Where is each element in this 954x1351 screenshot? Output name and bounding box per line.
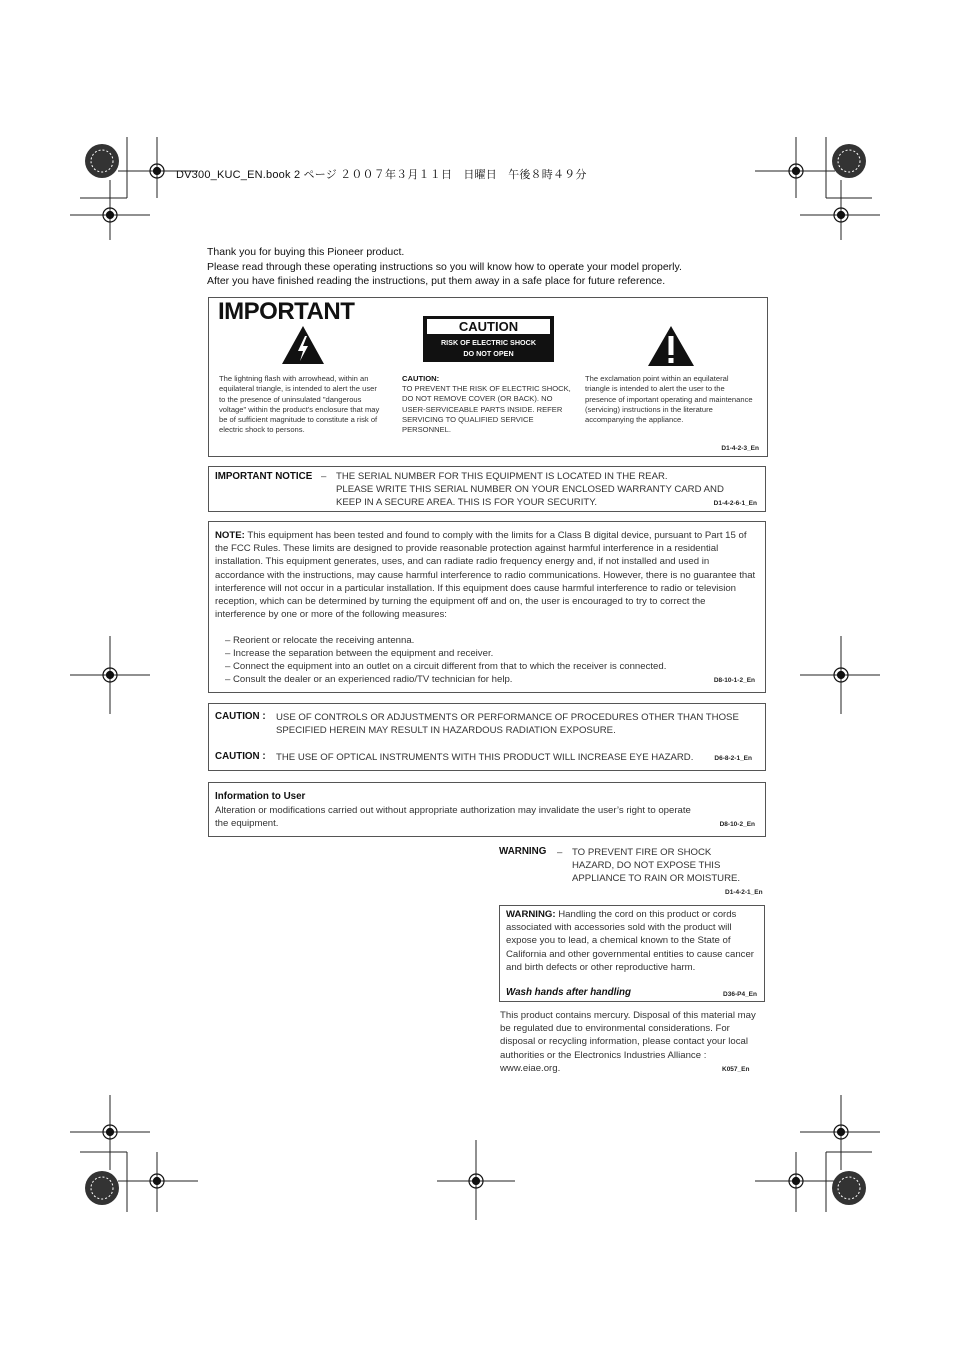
lightning-explanation: The lightning flash with arrowhead, within an equilateral triangle, is intended to alert the user to the presence of uninsulated "dangerous voltage" within the product's enclosure that may be of sufficient magnitude to constitute a risk of electric shock to persons. (219, 374, 380, 435)
warning-lead-label: WARNING: (506, 909, 556, 920)
warning-fire-dash: – (557, 847, 563, 858)
warning-fire-line-2: HAZARD, DO NOT EXPOSE THIS (572, 860, 721, 871)
warning-fire-code: D1-4-2-1_En (725, 889, 763, 896)
notice-line-3: KEEP IN A SECURE AREA. THIS IS FOR YOUR SECURITY. (336, 497, 598, 508)
information-to-user-box (208, 782, 766, 837)
wash-hands-notice: Wash hands after handling (506, 987, 632, 998)
center-caution-text: TO PREVENT THE RISK OF ELECTRIC SHOCK, DO NOT REMOVE COVER (OR BACK). NO USER-SERVICEABLE PARTS INSIDE. REFER SERVICING TO QUALIFIED SERVICE PERSONNEL. (402, 384, 571, 435)
notice-code: D1-4-2-6-1_En (713, 500, 757, 507)
warning-fire-line-3: APPLIANCE TO RAIN OR MOISTURE. (572, 873, 741, 884)
fcc-note-text: This equipment has been tested and found to comply with the limits for a Class B digital device, pursuant to Part 15 of the FCC Rules. These limits are designed to provide reasonable protection against harmful interference in a residential installation. This equipment generates, uses, and can radiate radio frequency energy and, if not installed and used in accordance with the instructions, may cause harmful interference to radio communications. However, there is no guarantee that interference will not occur in a particular installation. If this equipment does cause harmful interference to radio or television reception, which can be determined by turning the equipment off and on, the user is encouraged to try to correct the interference by one or more of the following measures: (215, 530, 756, 621)
mercury-notice: This product contains mercury. Disposal of this material may be regulated due to environmental considerations. For disposal or recycling information, please contact your local authorities or the Electronics Industries Alliance : www.eiae.org. (500, 1010, 756, 1074)
warning-lead-paragraph (506, 908, 760, 974)
info-line-1: Alteration or modifications carried out without appropriate authorization may invalidate the user’s right to operate (215, 805, 691, 816)
fcc-measure-item: – Reorient or relocate the receiving antenna. (225, 635, 415, 646)
fcc-measure-item: – Consult the dealer or an experienced radio/TV technician for help. (225, 674, 513, 685)
warning-lead-text: Handling the cord on this product or cords associated with accessories sold with the product will expose you to lead, a chemical known to the State of California and other governmental entities to cause cancer and birth defects or other reproductive harm. (506, 909, 754, 973)
warning-lead-box (499, 905, 765, 1002)
intro-line-1: Thank you for buying this Pioneer product. (207, 246, 405, 258)
caution-label-panel (423, 316, 554, 362)
mercury-code: K057_En (722, 1066, 750, 1073)
info-line-2: the equipment. (215, 818, 279, 829)
fcc-note-box (208, 521, 766, 693)
cautions-code: D6-8-2-1_En (714, 755, 752, 762)
fcc-measure-item: – Increase the separation between the equipment and receiver. (225, 648, 494, 659)
caution-label-sub-1: RISK OF ELECTRIC SHOCK (440, 338, 537, 347)
important-code: D1-4-2-3_En (721, 445, 759, 452)
exclamation-explanation: The exclamation point within an equilateral triangle is intended to alert the user to the presence of important operating and maintenance (servicing) instructions in the literature accompanying the appliance. (585, 374, 753, 425)
caution-text-1a: USE OF CONTROLS OR ADJUSTMENTS OR PERFORMANCE OF PROCEDURES OTHER THAN THOSE (276, 712, 739, 723)
caution-text-2: THE USE OF OPTICAL INSTRUMENTS WITH THIS PRODUCT WILL INCREASE EYE HAZARD. (276, 752, 694, 763)
fcc-code: D8-10-1-2_En (713, 677, 755, 684)
notice-line-1: THE SERIAL NUMBER FOR THIS EQUIPMENT IS LOCATED IN THE REAR. (336, 471, 668, 482)
exclamation-warning-icon (646, 324, 696, 368)
warning-fire-label: WARNING (499, 846, 547, 857)
info-code: D8-10-2_En (719, 821, 755, 828)
file-header-line: DV300_KUC_EN.book 2 ページ ２００７年３月１１日 日曜日 午後８時４９分 (176, 169, 587, 181)
radiation-caution-box (208, 703, 766, 771)
important-notice-box (208, 466, 766, 512)
caution-text-1b: SPECIFIED HEREIN MAY RESULT IN HAZARDOUS RADIATION EXPOSURE. (276, 725, 616, 736)
caution-label-1: CAUTION : (215, 711, 266, 722)
important-title: IMPORTANT (218, 298, 355, 325)
warning-lead-code: D36-P4_En (723, 991, 757, 998)
center-caution-heading: CAUTION: (402, 374, 440, 383)
caution-label-sub-2: DO NOT OPEN (463, 349, 514, 358)
important-box (208, 297, 768, 457)
fcc-measure-item: – Connect the equipment into an outlet on a circuit different from that to which the receiver is connected. (225, 661, 667, 672)
lightning-warning-icon (280, 324, 326, 366)
fcc-note-label: NOTE: (215, 530, 245, 541)
caution-label-2: CAUTION : (215, 751, 266, 762)
fcc-note-paragraph (215, 529, 758, 621)
notice-label: IMPORTANT NOTICE (215, 471, 313, 482)
notice-dash: – (321, 471, 327, 482)
notice-line-2: PLEASE WRITE THIS SERIAL NUMBER ON YOUR ENCLOSED WARRANTY CARD AND (336, 484, 724, 495)
info-title: Information to User (215, 791, 306, 802)
intro-line-3: After you have finished reading the instructions, put them away in a safe place for future reference. (207, 275, 666, 287)
warning-fire-line-1: TO PREVENT FIRE OR SHOCK (572, 847, 712, 858)
intro-line-2: Please read through these operating instructions so you will know how to operate your model properly. (207, 261, 682, 273)
caution-label-title: CAUTION (427, 319, 550, 334)
